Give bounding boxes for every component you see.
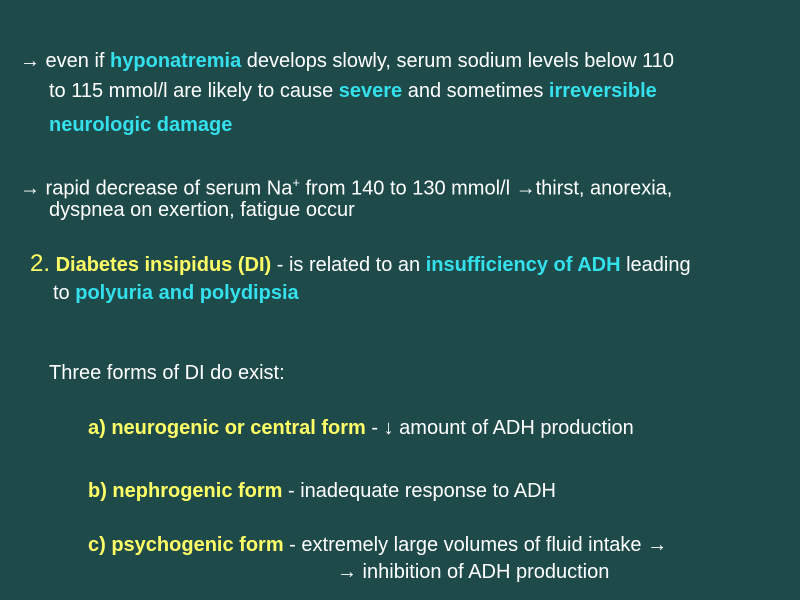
- forms-intro: Three forms of DI do exist:: [49, 362, 285, 384]
- sodium-decrease-line-2: dyspnea on exertion, fatigue occur: [49, 199, 355, 221]
- hyponatremia-line-3: [49, 113, 232, 137]
- term-insufficiency: insufficiency of ADH: [425, 254, 621, 276]
- form-b-label: b) nephrogenic form: [88, 480, 283, 502]
- term-neurologic-damage: neurologic damage: [49, 114, 233, 136]
- section-number: 2.: [30, 250, 51, 277]
- form-c-line-2: → inhibition of ADH production: [337, 561, 610, 583]
- hyponatremia-line-1: → even if hyponatremia develops slowly, serum sodium levels below 110: [20, 50, 674, 72]
- down-arrow-icon: ↓: [383, 417, 394, 439]
- sodium-decrease-line-1: → rapid decrease of serum Na+ from 140 to 130 mmol/l →thirst, anorexia,: [20, 175, 673, 200]
- right-arrow-icon: →: [647, 534, 668, 556]
- right-arrow-icon: →: [20, 50, 40, 72]
- form-a-label: a) neurogenic or central form: [88, 417, 366, 439]
- right-arrow-icon: →: [337, 561, 357, 583]
- term-polyuria: polyuria and polydipsia: [75, 282, 299, 304]
- right-arrow-icon: →: [20, 177, 40, 200]
- section-title: Diabetes insipidus (DI): [55, 254, 272, 276]
- right-arrow-icon: →: [515, 177, 536, 200]
- section-2-line-2: to polyuria and polydipsia: [53, 282, 299, 304]
- term-irreversible: irreversible: [548, 80, 657, 102]
- form-c-label: c) psychogenic form: [88, 534, 284, 556]
- form-b: b) nephrogenic form - inadequate response to ADH: [88, 480, 556, 502]
- form-c-line-1: c) psychogenic form - extremely large volumes of fluid intake →: [88, 534, 668, 556]
- term-hyponatremia: hyponatremia: [110, 50, 242, 72]
- term-severe: severe: [338, 80, 403, 102]
- section-2-line-1: 2. Diabetes insipidus (DI) - is related to an insufficiency of ADH leading: [30, 250, 691, 277]
- form-a: a) neurogenic or central form - ↓ amount of ADH production: [88, 417, 634, 439]
- hyponatremia-line-2: to 115 mmol/l are likely to cause severe and sometimes irreversible: [49, 80, 657, 102]
